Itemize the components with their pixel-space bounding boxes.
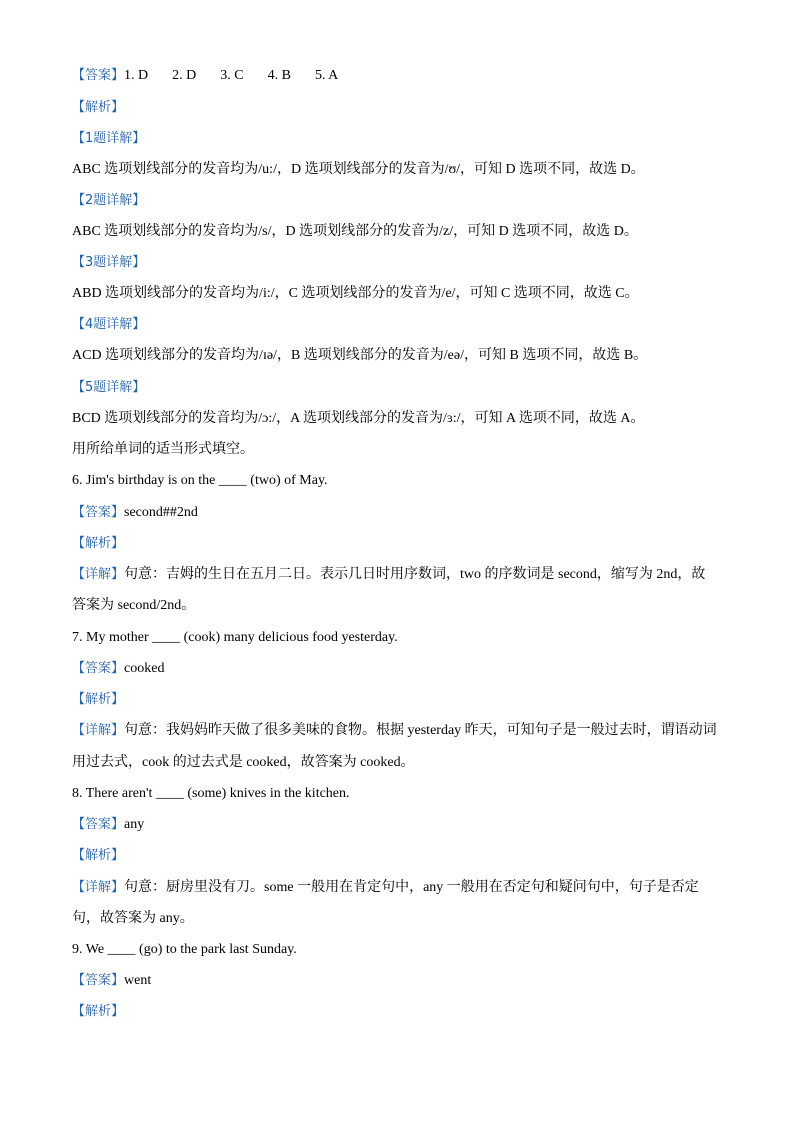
detail-heading-1: 【1题详解】 <box>72 131 146 146</box>
question-9-answer: went <box>124 973 152 988</box>
section-instruction: 用所给单词的适当形式填空。 <box>72 442 254 457</box>
question-8-answer-line <box>72 815 732 835</box>
question-7-detail-1: 句意：我妈妈昨天做了很多美味的食物。根据 yesterday 昨天，可知句子是一般过去时，谓语动词 <box>124 723 717 738</box>
question-7-answer-line <box>72 659 732 679</box>
answer-line-1-5 <box>72 66 732 86</box>
question-8-detail-1: 句意：厨房里没有刀。some 一般用在肯定句中，any 一般用在否定句和疑问句中，句子是否定 <box>124 880 699 895</box>
answer-tag: 【答案】 <box>72 68 125 83</box>
detail-heading-4: 【4题详解】 <box>72 317 146 332</box>
answer-4: 4. B <box>267 68 291 83</box>
analysis-tag: 【解析】 <box>72 536 125 551</box>
detail-tag: 【详解】 <box>72 880 125 895</box>
answer-tag: 【答案】 <box>72 817 125 832</box>
question-6-detail-1: 句意：吉姆的生日在五月二日。表示几日时用序数词，two 的序数词是 second，缩写为 2nd，故 <box>124 567 706 582</box>
answer-1: 1. D <box>124 68 149 83</box>
detail-tag: 【详解】 <box>72 567 125 582</box>
analysis-tag: 【解析】 <box>72 692 125 707</box>
question-6-stem: 6. Jim's birthday is on the ____ (two) of May. <box>72 473 328 488</box>
question-8-detail-line-1 <box>72 878 732 898</box>
answer-3: 3. C <box>220 68 244 83</box>
detail-text-4: ACD 选项划线部分的发音均为/ɪə/，B 选项划线部分的发音为/eə/，可知 B 选项不同，故选 B。 <box>72 348 648 363</box>
question-7-detail-line-1 <box>72 721 732 741</box>
analysis-tag: 【解析】 <box>72 848 125 863</box>
question-7-stem: 7. My mother ____ (cook) many delicious food yesterday. <box>72 630 398 645</box>
question-8-detail-2: 句，故答案为 any。 <box>72 911 194 926</box>
detail-text-1: ABC 选项划线部分的发音均为/u:/，D 选项划线部分的发音为/ʊ/，可知 D 选项不同，故选 D。 <box>72 162 645 177</box>
detail-heading-3: 【3题详解】 <box>72 255 146 270</box>
answer-tag: 【答案】 <box>72 505 125 520</box>
detail-heading-5: 【5题详解】 <box>72 380 146 395</box>
question-6-answer-line <box>72 503 732 523</box>
question-9-stem: 9. We ____ (go) to the park last Sunday. <box>72 942 297 957</box>
question-6-detail-line-1 <box>72 565 732 585</box>
detail-tag: 【详解】 <box>72 723 125 738</box>
detail-text-3: ABD 选项划线部分的发音均为/i:/，C 选项划线部分的发音为/e/，可知 C 选项不同，故选 C。 <box>72 286 639 301</box>
detail-heading-2: 【2题详解】 <box>72 193 146 208</box>
question-6-detail-2: 答案为 second/2nd。 <box>72 598 196 613</box>
detail-text-5: BCD 选项划线部分的发音均为/ɔ:/，A 选项划线部分的发音为/ɜ:/，可知 A 选项不同，故选 A。 <box>72 411 645 426</box>
answer-2: 2. D <box>172 68 197 83</box>
question-7-detail-2: 用过去式，cook 的过去式是 cooked，故答案为 cooked。 <box>72 755 415 770</box>
analysis-tag: 【解析】 <box>72 100 125 115</box>
answer-5: 5. A <box>314 68 339 83</box>
question-6-answer: second##2nd <box>124 505 198 520</box>
analysis-tag: 【解析】 <box>72 1004 125 1019</box>
question-8-answer: any <box>124 817 145 832</box>
question-7-answer: cooked <box>124 661 165 676</box>
question-8-stem: 8. There aren't ____ (some) knives in the kitchen. <box>72 786 350 801</box>
question-9-answer-line <box>72 971 732 991</box>
answer-tag: 【答案】 <box>72 973 125 988</box>
detail-text-2: ABC 选项划线部分的发音均为/s/，D 选项划线部分的发音为/z/，可知 D 选项不同，故选 D。 <box>72 224 638 239</box>
answer-tag: 【答案】 <box>72 661 125 676</box>
